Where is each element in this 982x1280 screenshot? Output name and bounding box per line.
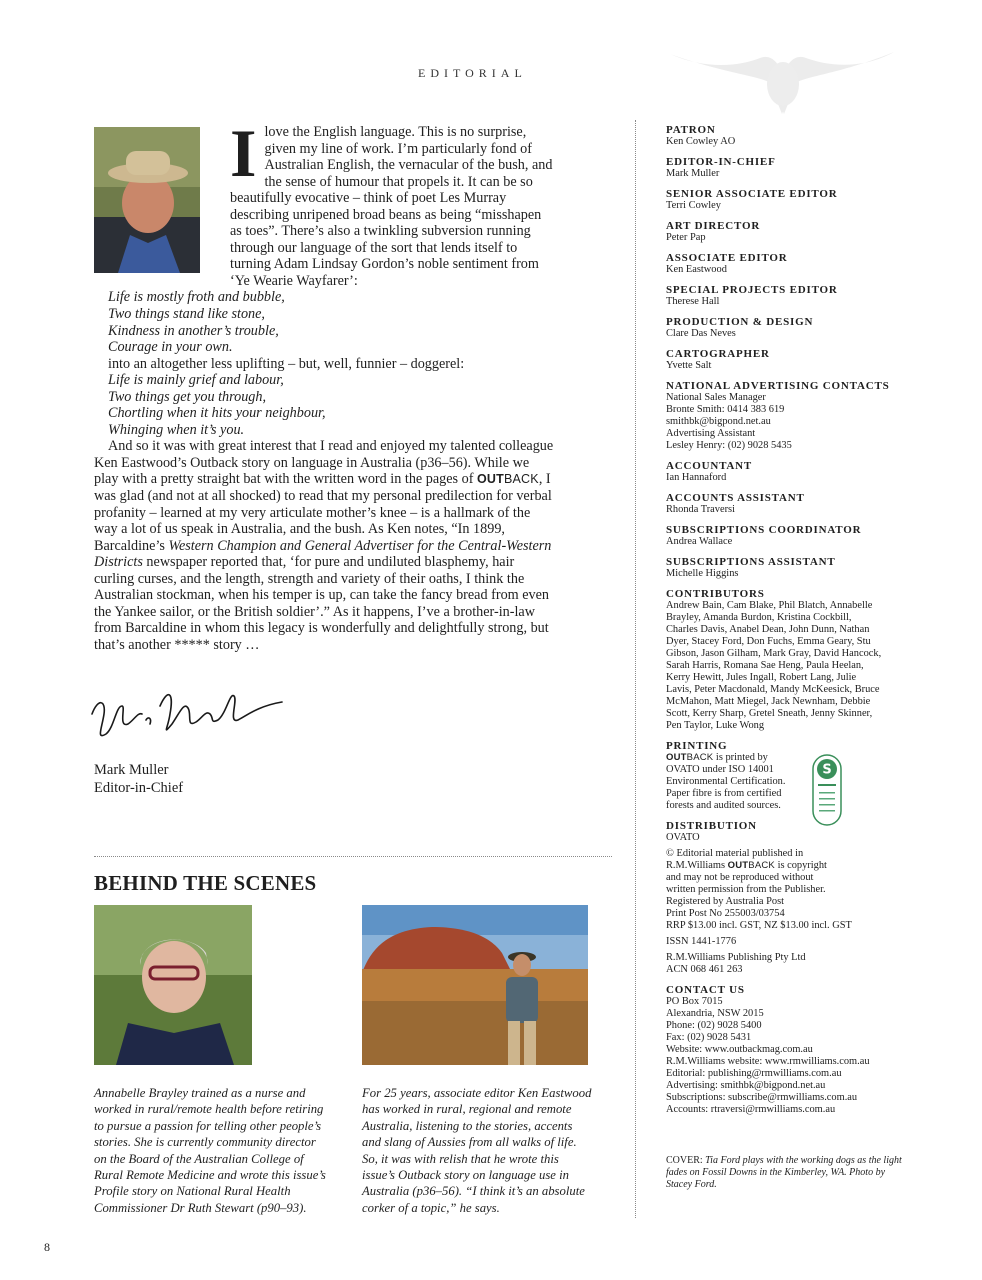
caption-eastwood: For 25 years, associate editor Ken Eastwood has worked in rural, regional and remote Australia, listening to the stories, accents and slang of Aussies from all walks of life. So, it was with relish that he wrote this issue’s Outback story on language use in Australia (p36–56). “I think it’s an absolute corker of a topic,” he says. (362, 1086, 592, 1215)
masthead (666, 124, 906, 1124)
column-divider (635, 120, 636, 1218)
editorial-paragraph-2: And so it was with great interest that I read and enjoyed my talented colleague Ken Eastwood’s Outback story on language in Australia (p36–56). While we play with a pretty straight bat with the written word in the pages of OUTBACK, I was glad (and not at all shocked) to read that my personal predilection for verbal profanity – learned at my very articulate mother’s knee – is a hallmark of the way a lot of us speak in Australia, and the bush. As Ken notes, “In 1899, Barcaldine’s Western Champion and General Advertiser for the Central-Western Districts newspaper reported that, ‘for pure and undiluted blasphemy, hair curling curses, and the length, strength and variety of their oaths, I think the Australian stockman, when his temper is up, can take the fancy bread from even the Yankee sailor, or the British soldier’.” As it happens, I’ve a brother-in-law from Barcaldine in whom this legacy is wonderfully and delightfully strong, but that’s another ***** story … (94, 438, 554, 653)
masthead-subscriptions-coordinator: SUBSCRIPTIONS COORDINATOR Andrea Wallace (666, 524, 862, 547)
masthead-accounts-assistant: ACCOUNTS ASSISTANT Rhonda Traversi (666, 492, 805, 515)
editorial-intro: love the English language. This is no surprise, given my line of work. I’m particularly fond of Australian English, the vernacular of the bush, and the sense of humour that propels it. It can be so beautifully evocative – think of poet Les Murray describing unripened broad beans as being “misshapen as toes”. There’s also a twinkling subversion running through our language of the sort that lends itself to turning Adam Lindsay Gordon’s noble sentiment from ‘Ye Wearie Wayfarer’: (230, 124, 553, 289)
outback-wordmark: OUTBACK (476, 472, 539, 487)
masthead-accountant: ACCOUNTANT Ian Hannaford (666, 460, 753, 483)
outback-wordmark: OUTBACK (666, 752, 714, 763)
contributor-photo-brayley (94, 905, 252, 1065)
signature-block (94, 762, 183, 797)
page-number: 8 (44, 1240, 50, 1254)
masthead-art-director: ART DIRECTOR Peter Pap (666, 220, 761, 243)
poem-line: Kindness in another’s trouble, (108, 322, 279, 339)
outback-wordmark: OUTBACK (727, 860, 775, 871)
masthead-copyright: © Editorial material published in R.M.Williams OUTBACK is copyright and may not be reproduced without written permission from the Publisher. Registered by Australia Post Print Post No 255003/03754 RRP $13.00 incl. GST, NZ $13.00 incl. GST (666, 848, 852, 931)
masthead-production-design: PRODUCTION & DESIGN Clare Das Neves (666, 316, 814, 339)
editorial-body (94, 115, 556, 654)
masthead-patron: PATRON Ken Cowley AO (666, 124, 736, 147)
poem-line: Life is mainly grief and labour, (108, 372, 284, 389)
poem-bridge: into an altogether less uplifting – but, well, funnier – doggerel: (108, 355, 465, 372)
section-label: EDITORIAL (418, 66, 527, 80)
section-divider (94, 856, 612, 857)
masthead-issn: ISSN 1441-1776 (666, 936, 737, 947)
poem-line: Chortling when it hits your neighbour, (108, 405, 326, 422)
longhorn-logo-watermark (666, 44, 898, 118)
masthead-senior-associate-editor: SENIOR ASSOCIATE EDITOR Terri Cowley (666, 188, 838, 211)
poem-line: Whinging when it’s you. (108, 421, 245, 438)
sustainable-certification-badge-icon (812, 754, 842, 826)
poem-original (94, 289, 556, 355)
poem-line: Courage in your own. (108, 339, 233, 356)
signature (88, 684, 288, 750)
poem-line: Two things stand like stone, (108, 306, 265, 323)
contributor-photo-eastwood (362, 905, 588, 1065)
masthead-special-projects-editor: SPECIAL PROJECTS EDITOR Therese Hall (666, 284, 838, 307)
svg-text:S: S (822, 762, 832, 778)
poem-line: Life is mostly froth and bubble, (108, 289, 285, 306)
masthead-printing: PRINTING OUTBACK is printed by OVATO under ISO 14001 Environmental Certification. Paper fibre is from certified forests and audited sources. (666, 740, 786, 811)
masthead-subscriptions-assistant: SUBSCRIPTIONS ASSISTANT Michelle Higgins (666, 556, 836, 579)
masthead-editor-in-chief: EDITOR-IN-CHIEF Mark Muller (666, 156, 776, 179)
signature-name: Mark Muller (94, 762, 169, 778)
caption-brayley: Annabelle Brayley trained as a nurse and worked in rural/remote health before retiring to pursue a passion for telling other people’s stories. She is currently community director on the Board of the Australian College of Rural Remote Medicine and wrote this issue’s Profile story on National Rural Health Commissioner Dr Ruth Stewart (p90–93). (94, 1086, 326, 1215)
poem-line: Two things get you through, (108, 388, 267, 405)
masthead-contributors: CONTRIBUTORS Andrew Bain, Cam Blake, Phil Blatch, Annabelle Brayley, Amanda Burdon, Kristina Cockbill, Charles Davis, Anabel Dean, John Dunn, Nathan Dyer, Stacey Ford, Don Fuchs, Emma Geary, Stu Gibson, Jason Gilham, Mark Gray, David Hancock, Sarah Harris, Romana Sae Heng, Paula Heelan, Kerry Hewitt, Jules Ingall, Robert Lang, Julie Lavis, Peter Macdonald, Mandy McKeesick, Bruce McMahon, Matt Miegel, Jack Newnham, Debbie Scott, Kerry Sharp, Gretel Sneath, Jenny Skinner, Pen Taylor, Luke Wong (666, 588, 882, 731)
masthead-distribution: DISTRIBUTION OVATO (666, 820, 757, 843)
masthead-cartographer: CARTOGRAPHER Yvette Salt (666, 348, 770, 371)
masthead-associate-editor: ASSOCIATE EDITOR Ken Eastwood (666, 252, 788, 275)
cover-credit: COVER: Tia Ford plays with the working dogs as the light fades on Fossil Downs in the Kimberley, WA. Photo by Stacey Ford. (666, 1155, 902, 1190)
masthead-advertising: NATIONAL ADVERTISING CONTACTS National Sales Manager Bronte Smith: 0414 383 619 smithbk@bigpond.net.au Advertising Assistant Lesley Henry: (02) 9028 5435 (666, 380, 890, 451)
poem-parody (94, 372, 556, 438)
signature-title: Editor-in-Chief (94, 779, 184, 796)
masthead-publisher: R.M.Williams Publishing Pty Ltd ACN 068 461 263 (666, 952, 806, 975)
behind-the-scenes-heading: BEHIND THE SCENES (94, 871, 317, 895)
dropcap: I (230, 115, 257, 191)
masthead-contact: CONTACT US PO Box 7015 Alexandria, NSW 2015 Phone: (02) 9028 5400 Fax: (02) 9028 5431 Website: www.outbackmag.com.au R.M.Williams website: www.rmwilliams.com.au Editorial: publishing@rmwilliams.com.au Advertising: smithbk@bigpond.net.au Subscriptions: subscribe@rmwilliams.com.au Accounts: rtraversi@rmwilliams.com.au (666, 984, 870, 1115)
